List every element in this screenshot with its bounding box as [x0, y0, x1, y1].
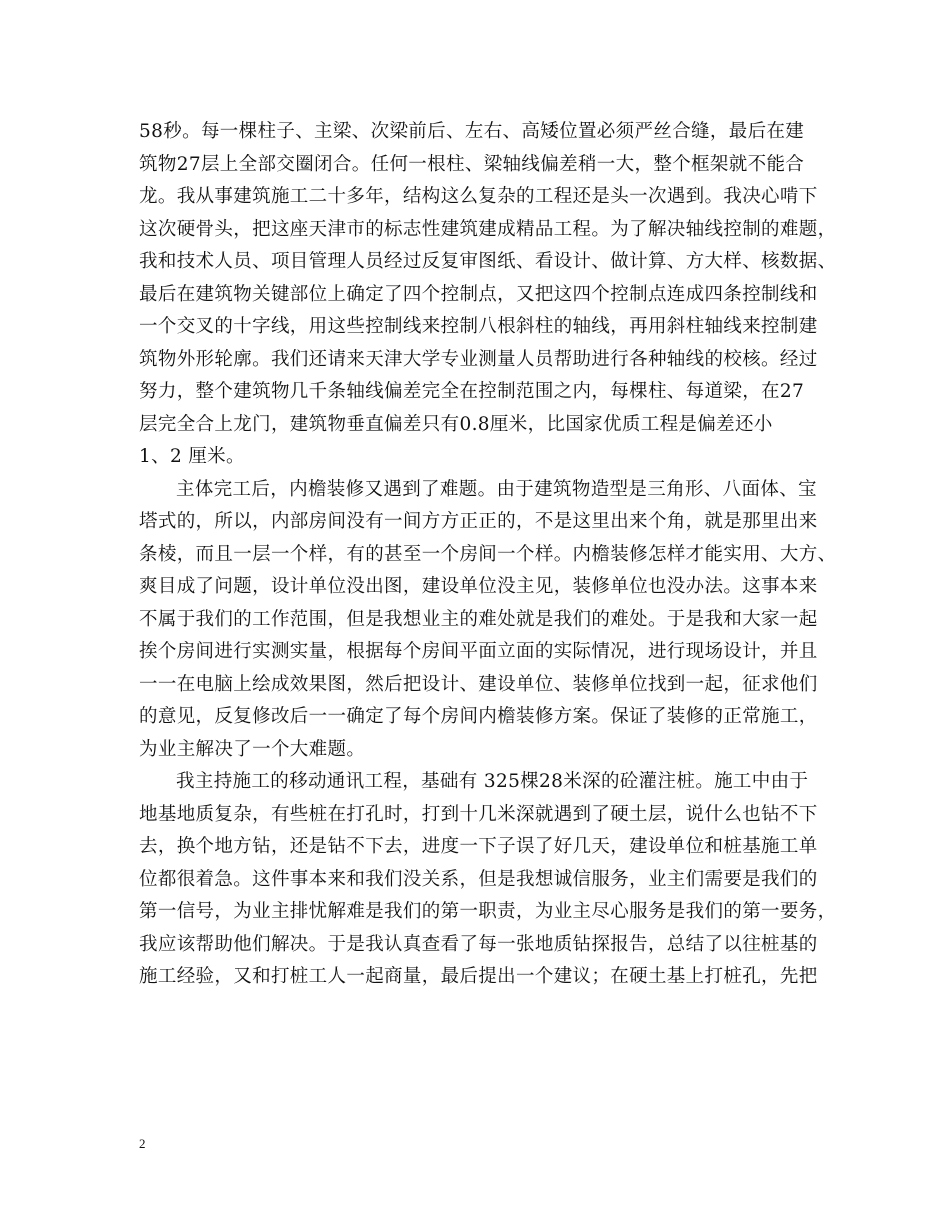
text-line: 1、2 厘米。: [139, 446, 245, 467]
text-line: 龙。我从事建筑施工二十多年，结构这么复杂的工程还是头一次遇到。我决心啃下: [139, 186, 818, 207]
text-line: 条棱，而且一层一个样，有的甚至一个房间一个样。内檐装修怎样才能实用、大方、: [139, 543, 837, 565]
text-line: 58秒。每一棵柱子、主梁、次梁前后、左右、高矮位置必须严丝合缝，最后在建: [139, 121, 805, 142]
text-line: 筑物27层上全部交圈闭合。任何一根柱、梁轴线偏差稍一大，整个框架就不能合: [139, 153, 805, 175]
text-line: 地基地质复杂，有些桩在打孔时，打到十几米深就遇到了硬土层，说什么也钻不下: [139, 803, 818, 825]
text-line: 不属于我们的工作范围，但是我想业主的难处就是我们的难处。于是我和大家一起: [139, 608, 818, 630]
text-line: 我和技术人员、项目管理人员经过反复审图纸、看设计、做计算、方大样、核数据、: [139, 251, 837, 272]
text-line: 我应该帮助他们解决。于是我认真查看了每一张地质钻探报告，总结了以往桩基的: [139, 933, 818, 955]
text-line: 一一在电脑上绘成效果图，然后把设计、建设单位、装修单位找到一起，征求他们: [139, 673, 818, 695]
text-line: 层完全合上龙门，建筑物垂直偏差只有0.8厘米，比国家优质工程是偏差还小: [139, 413, 773, 435]
text-line: 努力，整个建筑物几千条轴线偏差完全在控制范围之内，每棵柱、每道梁，在27: [139, 381, 805, 402]
body-text: [139, 116, 837, 994]
text-line: 塔式的，所以，内部房间没有一间方方正正的，不是这里出来个角，就是那里出来: [139, 511, 818, 532]
text-line: 第一信号，为业主排忧解难是我们的第一职责，为业主尽心服务是我们的第一要务，: [139, 901, 837, 922]
text-line: 的意见，反复修改后一一确定了每个房间内檐装修方案。保证了装修的正常施工，: [139, 706, 818, 727]
text-line: 挨个房间进行实测实量，根据每个房间平面立面的实际情况，进行现场设计，并且: [139, 641, 818, 662]
text-line: 爽目成了问题，设计单位没出图，建设单位没主见，装修单位也没办法。这事本来: [139, 576, 818, 597]
page-number: 2: [139, 1136, 146, 1151]
paragraph-first-line: 主体完工后，内檐装修又遇到了难题。由于建筑物造型是三角形、八面体、宝: [176, 478, 817, 500]
text-line: 筑物外形轮廓。我们还请来天津大学专业测量人员帮助进行各种轴线的校核。经过: [139, 348, 818, 370]
text-line: 位都很着急。这件事本来和我们没关系，但是我想诚信服务，业主们需要是我们的: [139, 868, 818, 890]
text-line: 一个交叉的十字线，用这些控制线来控制八根斜柱的轴线，再用斜柱轴线来控制建: [139, 316, 818, 337]
paragraph-first-line: 我主持施工的移动通讯工程，基础有 325棵28米深的砼灌注桩。施工中由于: [176, 771, 809, 792]
text-line: 去，换个地方钻，还是钻不下去，进度一下子误了好几天，建设单位和桩基施工单: [139, 836, 818, 857]
text-line: 施工经验，又和打桩工人一起商量，最后提出一个建议；在硬土基上打桩孔，先把: [139, 966, 818, 987]
text-line: 最后在建筑物关键部位上确定了四个控制点，又把这四个控制点连成四条控制线和: [139, 283, 818, 305]
text-line: 这次硬骨头，把这座天津市的标志性建筑建成精品工程。为了解决轴线控制的难题，: [139, 218, 837, 240]
text-line: 为业主解决了一个大难题。: [139, 738, 366, 760]
